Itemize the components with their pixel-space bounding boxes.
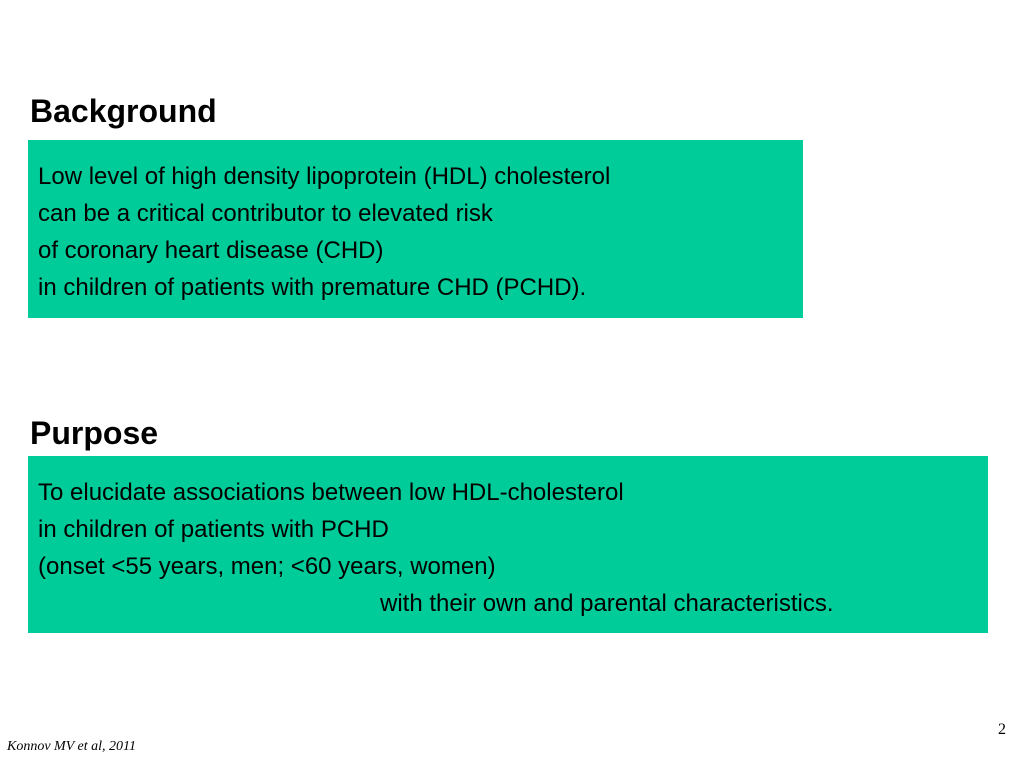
background-box — [28, 140, 803, 318]
purpose-text-line: in children of patients with PCHD — [38, 516, 389, 543]
background-text-line: in children of patients with premature CHD (PCHD). — [38, 274, 587, 301]
footer-citation: Konnov MV et al, 2011 — [7, 739, 136, 754]
purpose-heading: Purpose — [30, 415, 159, 451]
background-text-line: Low level of high density lipoprotein (HDL) cholesterol — [38, 163, 611, 190]
purpose-box — [28, 456, 988, 633]
background-heading: Background — [30, 93, 217, 129]
background-text-line: of coronary heart disease (CHD) — [38, 237, 384, 264]
purpose-text-line: (onset <55 years, men; <60 years, women) — [38, 553, 496, 580]
purpose-text-line: To elucidate associations between low HDL-cholesterol — [38, 479, 624, 506]
purpose-text-line: with their own and parental characteristics. — [380, 590, 834, 617]
background-text-line: can be a critical contributor to elevated risk — [38, 200, 493, 227]
page-number: 2 — [998, 721, 1006, 738]
